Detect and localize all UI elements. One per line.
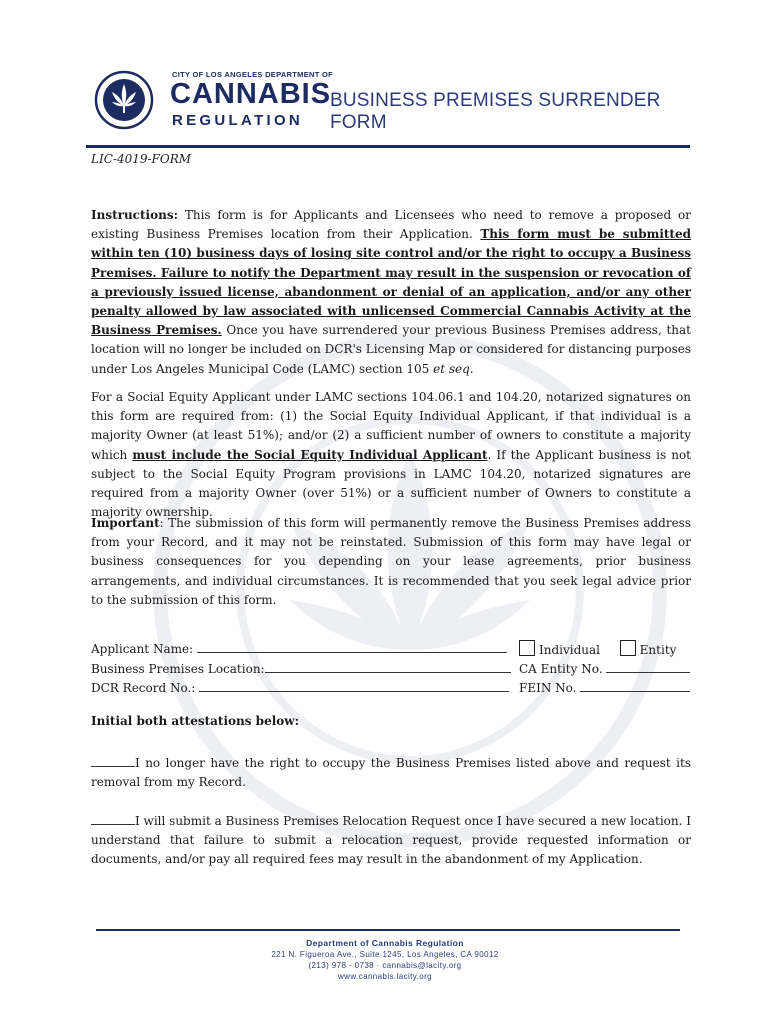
attestations-heading: Initial both attestations below: [91,714,300,728]
dcr-record-label: DCR Record No.: [91,681,196,695]
attestation-2-initial-field[interactable] [91,812,135,825]
individual-label: Individual [539,643,601,657]
applicant-name-row [91,640,691,660]
ca-entity-label: CA Entity No. [519,661,603,676]
page-header [84,66,694,136]
brand-city-line: CITY OF LOS ANGELES DEPARTMENT OF [172,70,334,79]
attestation-1-text: I no longer have the right to occupy the Business Premises listed above and request its removal from my Record. [91,756,691,790]
social-equity-paragraph [91,388,691,522]
attestation-1 [91,754,691,792]
attestation-2 [91,812,691,870]
instructions-paragraph [91,206,691,379]
important-label: Important [91,516,160,530]
cannabis-seal-icon [94,70,154,130]
entity-checkbox[interactable] [620,640,636,656]
applicant-fields [91,640,691,699]
footer-address: 221 N. Figueroa Ave., Suite 1245, Los Angeles, CA 90012 [271,950,499,959]
social-equity-text-1: For a Social Equity Applicant under LAMC sections 104.06.1 and 104.20, notarized signatures on this form are required from: (1) the Social Equity Individual Applicant, if that individual is a majority Owner (at least 51%); and/or (2) a sufficient number of owners to constitute a majority which [91,390,691,462]
instructions-label: Instructions: [91,208,179,222]
instructions-end: . [469,361,474,376]
ca-entity-field[interactable] [606,660,690,673]
form-title: BUSINESS PREMISES SURRENDER FORM [330,90,661,133]
header-divider [86,145,690,148]
business-premises-label: Business Premises Location: [91,661,265,676]
brand-name: CANNABIS [170,78,332,110]
page-footer [185,938,585,982]
instructions-deadline-warning: This form must be submitted within ten (10) business days of losing site control and/or the right to occupy a Business Premises. Failure to notify the Department may result in the suspension or revocation of a previously issued license, abandonment or denial of an application, and/or any other penalty allowed by law associated with unlicensed Commercial Cannabis Activity at the Business Premises. [91,227,691,338]
fein-group [519,679,690,699]
important-text: : The submission of this form will permanently remove the Business Premises address from your Record, and it may not be reinstated. Submission of this form may have legal or business consequences for you depending on your lease agreements, prior business arrangements, and individual circumstances. It is recommended that you seek legal advice prior to the submission of this form. [91,516,691,607]
social-equity-text-2: . If the Applicant business is not subject to the Social Equity Program provisions in LAMC 104.20, notarized signatures are required from a majority Owner (over 51%) or a sufficient number of Owners to constitute a majority ownership. [91,447,691,520]
attestation-1-initial-field[interactable] [91,754,135,767]
social-equity-emphasis: must include the Social Equity Individual Applicant [132,447,488,462]
business-premises-field[interactable] [265,660,511,673]
applicant-name-label: Applicant Name: [91,642,194,656]
applicant-name-field[interactable] [197,640,507,653]
individual-checkbox[interactable] [519,640,535,656]
fein-field[interactable] [580,679,690,692]
footer-divider [96,929,680,931]
footer-contact: (213) 978 - 0738 · cannabis@lacity.org [308,961,462,970]
instructions-italic: et seq [433,361,470,376]
important-paragraph [91,514,691,610]
dcr-record-row [91,679,691,699]
applicant-type-options [519,640,676,661]
instructions-text-2: Once you have surrendered your previous Business Premises address, that location will no longer be included on DCR's Licensing Map or considered for distancing purposes under Los Angeles Municipal Code (LAMC) section 105 [91,323,691,376]
fein-label: FEIN No. [519,681,577,695]
footer-title: Department of Cannabis Regulation [306,938,464,948]
footer-website: www.cannabis.lacity.org [338,972,432,981]
dcr-record-field[interactable] [199,679,509,692]
entity-label: Entity [639,643,677,657]
business-premises-row [91,660,691,680]
form-code: LIC-4019-FORM [91,152,192,166]
ca-entity-group [519,660,690,680]
instructions-text-1: This form is for Applicants and Licensees who need to remove a proposed or existing Business Premises location from their Application. [91,208,691,242]
attestation-2-text: I will submit a Business Premises Relocation Request once I have secured a new location. I understand that failure to submit a relocation request, provide requested information or documents, and/or pay all required fees may result in the abandonment of my Application. [91,814,691,867]
brand-subtitle: REGULATION [172,112,304,129]
